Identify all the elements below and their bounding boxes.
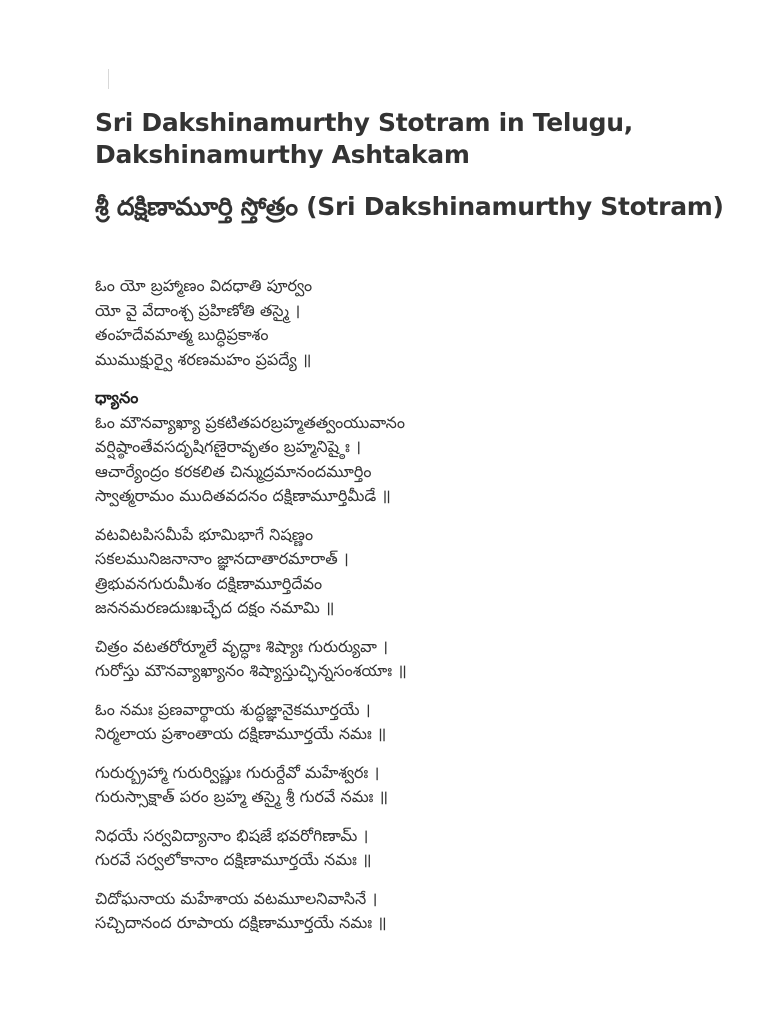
verse-line: నిధయే సర్వవిద్యానాం భిషజే భవరోగిణామ్ । [95, 825, 369, 845]
verse-line: గురవే సర్వలోకానాం దక్షిణామూర్తయే నమః ॥ [95, 850, 372, 869]
verse-line: సకలమునిజనానాం జ్ఞానదాతారమారాత్ । [95, 549, 349, 568]
stotram-body [95, 274, 735, 950]
verse-line: జననమరణదుఃఖచ్ఛేద దక్షం నమామి ॥ [95, 598, 335, 617]
section-heading: ధ్యానం [95, 388, 139, 407]
verse-line: వటవిటపిసమీపే భూమిభాగే నిషణ్ణం [95, 524, 314, 544]
verse-line: గురుర్బ్రహ్మా గురుర్విష్ణుః గురుర్దేవో మహేశ్వరః । [95, 762, 380, 782]
verse-line: వర్షిష్ఠాంతేవసదృషిగణైరావృతం బ్రహ్మనిష్ఠైః । [95, 437, 362, 456]
verse-line: యో వై వేదాంశ్చ ప్రహిణోతి తస్మై । [95, 300, 301, 320]
verse-line: గురోస్తు మౌనవ్యాఖ్యానం శిష్యాస్తుచ్ఛిన్నసంశయాః ॥ [95, 661, 407, 680]
verse-line: నిర్మలాయ ప్రశాంతాయ దక్షిణామూర్తయే నమః ॥ [95, 724, 387, 743]
verse-line: ఓం యో బ్రహ్మాణం విదధాతి పూర్వం [95, 276, 313, 295]
verse-line: ఓం నమః ప్రణవార్థాయ శుద్ధజ్ఞానైకమూర్తయే । [95, 699, 371, 719]
stanza-dhyanam [95, 386, 735, 509]
verse-line: గురుస్సాక్షాత్ పరం బ్రహ్మ తస్మై శ్రీ గురవే నమః ॥ [95, 787, 389, 806]
verse-line: ఆచార్యేంద్రం కరకలిత చిన్ముద్రమానందమూర్తిం [95, 461, 372, 481]
text-cursor-mark [108, 69, 109, 89]
verse-line: తంహదేవమాత్మ బుద్ధిప్రకాశం [95, 325, 269, 344]
verse-line: చిదోఘనాయ మహేశాయ వటమూలనివాసినే । [95, 888, 378, 908]
stanza-7 [95, 824, 735, 873]
stanza-3 [95, 523, 735, 621]
verse-line: త్రిభువనగురుమీశం దక్షిణామూర్తిదేవం [95, 573, 323, 593]
page-subtitle: శ్రీ దక్షిణామూర్తి స్తోత్రం (Sri Dakshinamurthy Stotram) [95, 192, 724, 221]
verse-line: సచ్చిదానంద రూపాయ దక్షిణామూర్తయే నమః ॥ [95, 913, 387, 932]
stanza-4 [95, 635, 735, 684]
stanza-6 [95, 761, 735, 810]
stanza-5 [95, 698, 735, 747]
verse-line: స్వాత్మరామం ముదితవదనం దక్షిణామూర్తిమీడే ॥ [95, 486, 391, 505]
verse-line: ఓం మౌనవ్యాఖ్యా ప్రకటితపరబ్రహ్మతత్వంయువానం [95, 412, 405, 432]
verse-line: ముముక్షుర్వై శరణమహం ప్రపద్యే ॥ [95, 349, 312, 369]
verse-line: చిత్రం వటతరోర్మూలే వృద్ధాః శిష్యాః గురుర్యువా । [95, 636, 389, 656]
page-title: Sri Dakshinamurthy Stotram in Telugu, Dakshinamurthy Ashtakam [95, 108, 633, 169]
stanza-8 [95, 887, 735, 936]
stanza-1 [95, 274, 735, 372]
